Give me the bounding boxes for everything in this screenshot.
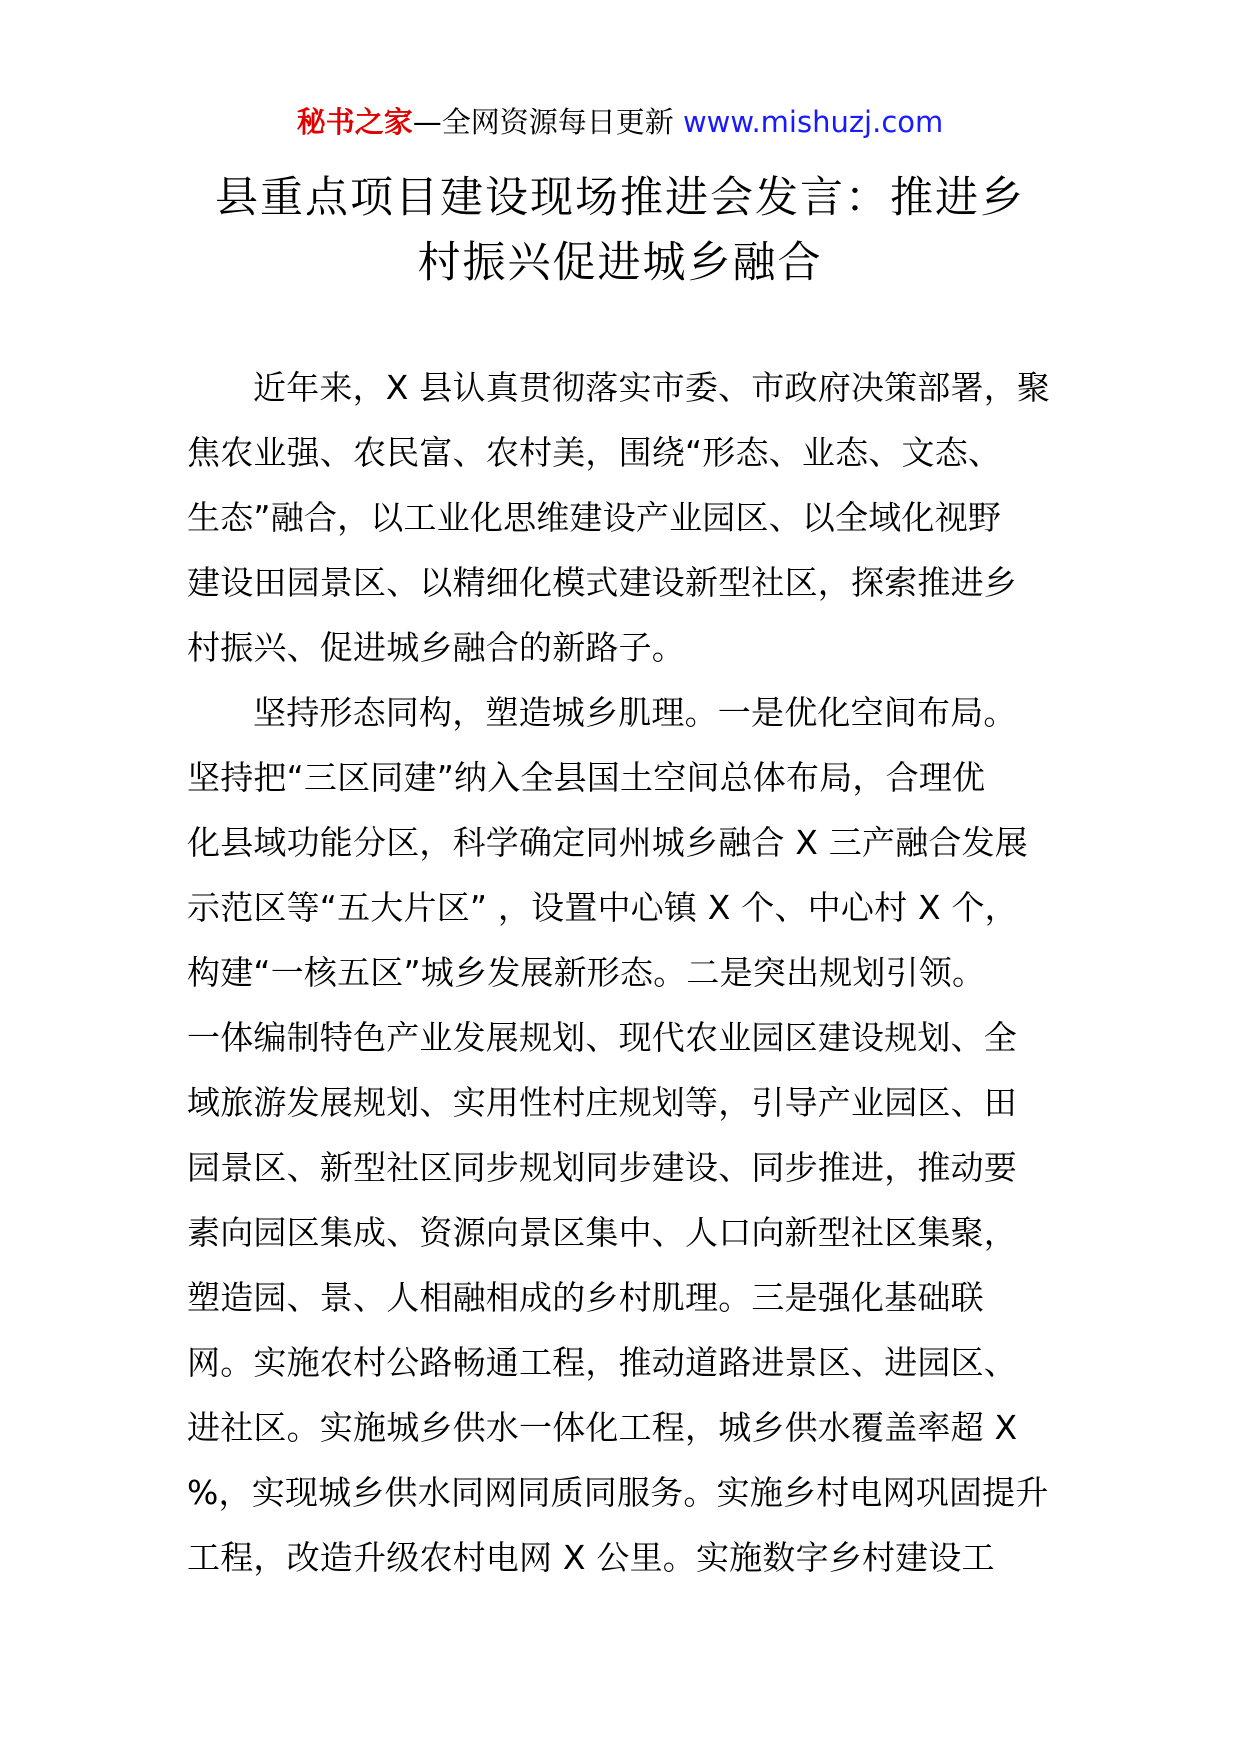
title-line-2: 村振兴促进城乡融合 (417, 238, 823, 288)
body-line: 焦农业强、农民富、农村美，围绕“形态、业态、文态、 (187, 433, 1002, 472)
body-line: 坚持形态同构，塑造城乡肌理。一是优化空间布局。 (253, 693, 1017, 732)
body-line: %，实现城乡供水同网同质同服务。实施乡村电网巩固提升 (187, 1473, 1049, 1512)
body-line: 域旅游发展规划、实用性村庄规划等，引导产业园区、田 (187, 1083, 1017, 1122)
document-title (180, 166, 1060, 296)
document-body (187, 355, 1057, 1590)
body-line: 进社区。实施城乡供水一体化工程，城乡供水覆盖率超 X (187, 1408, 1018, 1447)
body-line: 塑造园、景、人相融相成的乡村肌理。三是强化基础联 (187, 1278, 984, 1317)
body-line: 工程，改造升级农村电网 X 公里。实施数字乡村建设工 (187, 1538, 995, 1577)
body-line: 生态”融合，以工业化思维建设产业园区、以全域化视野 (187, 498, 1002, 537)
body-line: 建设田园景区、以精细化模式建设新型社区，探索推进乡 (187, 563, 1017, 602)
body-line: 网。实施农村公路畅通工程，推动道路进景区、进园区、 (187, 1343, 1017, 1382)
title-line-1: 县重点项目建设现场推进会发言：推进乡 (215, 173, 1025, 223)
body-line: 近年来，X 县认真贯彻落实市委、市政府决策部署，聚 (253, 368, 1051, 407)
site-url-link[interactable]: www.mishuzj.com (682, 105, 944, 139)
body-line: 素向园区集成、资源向景区集中、人口向新型社区集聚， (187, 1213, 1017, 1252)
site-brand: 秘书之家 (296, 105, 413, 139)
site-header (0, 100, 1240, 144)
body-line: 园景区、新型社区同步规划同步建设、同步推进，推动要 (187, 1148, 1017, 1187)
body-line: 一体编制特色产业发展规划、现代农业园区建设规划、全 (187, 1018, 1017, 1057)
body-line: 示范区等“五大片区” ，设置中心镇 X 个、中心村 X 个， (187, 888, 1018, 927)
body-line: 村振兴、促进城乡融合的新路子。 (187, 628, 685, 667)
site-tagline: —全网资源每日更新 (412, 105, 683, 139)
body-line: 构建“一核五区”城乡发展新形态。二是突出规划引领。 (187, 953, 986, 992)
body-line: 化县域功能分区，科学确定同州城乡融合 X 三产融合发展 (187, 823, 1028, 862)
body-line: 坚持把“三区同建”纳入全县国土空间总体布局，合理优 (187, 758, 986, 797)
